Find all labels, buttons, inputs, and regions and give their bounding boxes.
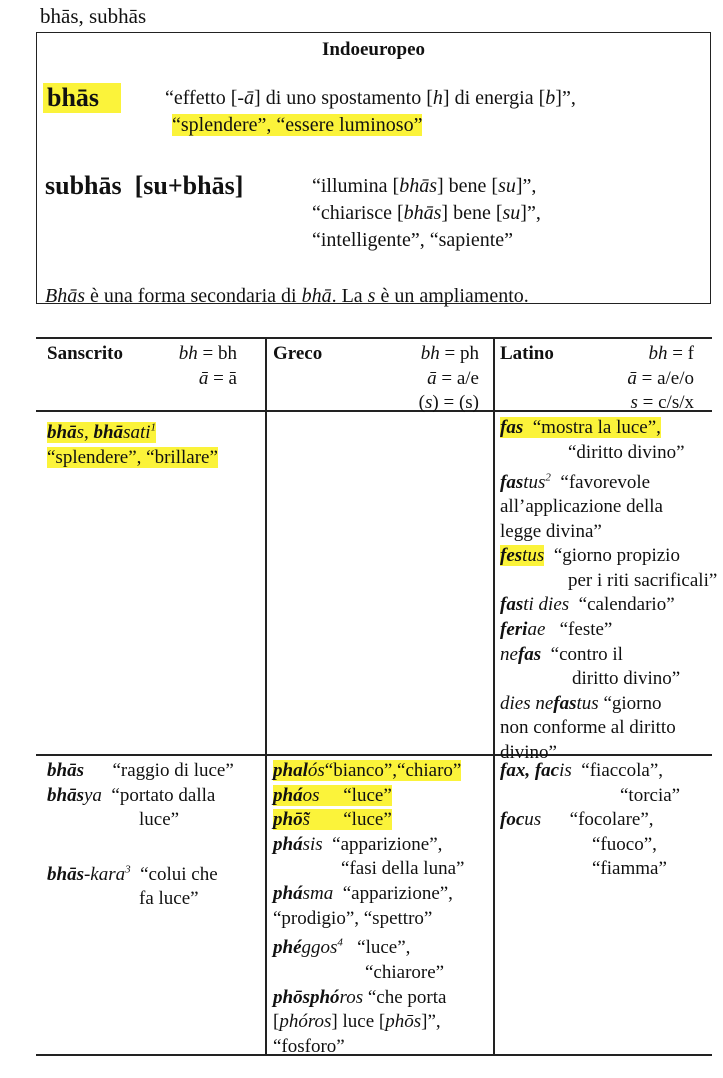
text-segment: “mostra la luce”, (523, 417, 661, 438)
text-segment: è una forma secondaria di (85, 285, 302, 307)
entry-line (273, 784, 485, 809)
text-segment: diritto divino” (572, 668, 681, 690)
entry-text (341, 858, 464, 879)
text-segment: bh (178, 343, 198, 364)
column-label: Latino (500, 343, 554, 364)
text-segment: ) = (s) (432, 392, 479, 414)
entry-line (273, 1035, 485, 1060)
text-segment: “che porta (363, 986, 447, 1008)
text-segment: ] bene [ (441, 202, 503, 224)
text-segment: “bianco”,“chiaro” (324, 760, 462, 781)
entry-line (500, 441, 706, 466)
text-segment: “favorevole (550, 471, 651, 493)
headword: bhā (93, 422, 124, 444)
headword: phé (273, 937, 302, 959)
text-segment: “feste” (545, 619, 613, 641)
column-label: Sanscrito (47, 343, 123, 364)
text-segment: “calendario” (569, 594, 675, 616)
text-segment: = c/s/x (637, 392, 694, 414)
entry-text (500, 644, 623, 665)
table-cell (47, 416, 257, 471)
text-segment: = a/e/o (636, 367, 694, 389)
entry-line (273, 857, 485, 882)
column-divider (265, 338, 267, 1055)
text-segment: tus (576, 692, 599, 714)
column-header-sanscrito (47, 342, 237, 408)
rule-line (627, 342, 694, 367)
entry-text (568, 442, 685, 463)
entry-term-subhas: subhās [su+bhās] (45, 171, 244, 200)
text-segment: ] luce [ (331, 1011, 386, 1033)
definition-line: “splendere”, “essere luminoso” (172, 114, 423, 136)
text-segment: ā (198, 367, 209, 389)
rule-line (419, 367, 479, 392)
text-segment: b (545, 87, 556, 109)
entry-line (273, 1010, 485, 1035)
entry-text (273, 1036, 345, 1057)
entry-text (273, 1011, 441, 1032)
entry-text (568, 570, 717, 591)
entry-text (500, 417, 661, 438)
text-segment: ]”, (421, 1011, 441, 1033)
entry-text (500, 594, 675, 615)
header-rule (36, 410, 712, 412)
column-divider (493, 338, 495, 1055)
entry-line (47, 808, 257, 833)
text-segment: s (302, 809, 310, 831)
headword: feri (500, 619, 528, 641)
text-segment: luce” (139, 809, 180, 831)
entry-text (273, 937, 410, 958)
text-segment: ggos (301, 937, 338, 959)
rule-line (179, 367, 237, 392)
text-segment: “giorno propizio (544, 545, 680, 567)
footnote-marker: 2 (545, 471, 551, 484)
entry-text (500, 809, 654, 830)
column-header-greco (273, 342, 479, 414)
text-segment: sma (302, 882, 334, 904)
entry-text (592, 834, 657, 855)
entry-line (273, 808, 485, 833)
text-segment: “apparizione”, (322, 833, 443, 855)
entry-line (500, 618, 706, 643)
text-segment: is (559, 760, 572, 781)
entry-term-bhas: bhās (43, 83, 121, 113)
text-segment: ( (418, 392, 425, 414)
text-segment: “fosforo” (273, 1035, 345, 1057)
page-heading: bhās, subhās (40, 4, 147, 28)
text-segment: “contro il (541, 643, 623, 665)
entry-text (500, 760, 663, 781)
entry-text (592, 858, 667, 879)
text-segment: “raggio di luce” (83, 760, 234, 781)
text-segment: sis (302, 833, 323, 855)
text-segment: = ph (439, 343, 479, 364)
text-segment: s (630, 392, 638, 414)
text-segment: è un ampliamento. (375, 285, 529, 307)
text-segment: all’applicazione della (500, 496, 663, 518)
text-segment: non conforme al diritto (500, 717, 676, 739)
entry-line (500, 569, 718, 594)
entry-line (273, 833, 485, 858)
headword: fax, fac (500, 760, 560, 781)
text-segment: “fiaccola”, (571, 760, 664, 781)
table-cell (500, 759, 706, 882)
text-segment: “torcia” (620, 784, 681, 806)
text-segment: bh (648, 343, 668, 364)
text-segment: “chiarore” (365, 962, 445, 984)
entry-text (500, 717, 676, 738)
text-segment: -kara (83, 863, 126, 885)
text-segment: “luce” (309, 809, 392, 831)
table-top-rule (36, 337, 712, 339)
text-segment: ne (500, 643, 518, 665)
text-segment: “fasi della luna” (341, 858, 465, 880)
box-note (45, 283, 529, 310)
entry-text (273, 908, 432, 929)
text-segment: “fuoco”, (592, 833, 657, 855)
entry-text (47, 760, 234, 781)
text-segment: “diritto divino” (568, 441, 685, 463)
entry-text (500, 496, 663, 517)
text-segment: “illumina [ (312, 175, 400, 197)
entry-bhas-definition (165, 85, 576, 139)
entry-subhas-definition (312, 173, 541, 254)
headword: fas (553, 692, 577, 714)
headword: fes (500, 545, 523, 567)
text-segment: ] di energia [ (442, 87, 546, 109)
text-segment: “intelligente”, “sapiente” (312, 229, 514, 251)
headword: bhā (47, 422, 77, 444)
table-cell (273, 759, 485, 1059)
headword: bhās (47, 760, 84, 781)
rule-line (419, 342, 479, 367)
text-segment: h (432, 87, 443, 109)
entry-line (273, 986, 485, 1011)
headword: phá (273, 784, 303, 806)
entry-text (47, 785, 215, 806)
entry-line (500, 857, 706, 882)
text-segment: tus (522, 545, 545, 567)
text-segment: bhās (403, 202, 442, 224)
text-segment: “colui che (130, 863, 218, 885)
headword: phá (273, 833, 303, 855)
text-segment: “luce”, (342, 937, 411, 959)
entry-line (500, 716, 706, 741)
text-segment: ā (427, 367, 437, 389)
text-segment: bhā (301, 285, 332, 307)
entry-line (47, 759, 257, 784)
entry-line (500, 692, 706, 717)
transliteration-rules (179, 342, 237, 391)
rule-line (179, 342, 237, 367)
entry-line (500, 784, 706, 809)
entry-line (500, 544, 706, 569)
entry-text (365, 962, 444, 983)
transliteration-rules (419, 342, 479, 416)
entry-line (47, 784, 257, 809)
text-segment: s (76, 422, 84, 444)
entry-line (500, 416, 706, 441)
text-segment: “prodigio”, “spettro” (273, 907, 433, 929)
entry-line (500, 808, 706, 833)
entry-text (500, 619, 612, 640)
entry-text (273, 987, 446, 1008)
entry-line (500, 465, 706, 495)
text-segment: = ā (208, 367, 237, 389)
text-segment: s (425, 392, 433, 414)
text-segment: dies ne (500, 692, 554, 714)
footnote-marker: 4 (337, 937, 343, 950)
column-label: Greco (273, 343, 323, 364)
text-segment: s (367, 285, 376, 307)
text-segment: “effetto [- (165, 87, 245, 109)
entry-line (500, 833, 706, 858)
text-segment: = a/e (436, 367, 479, 389)
entry-line (500, 593, 706, 618)
rule-line (627, 367, 694, 392)
headword: fas (517, 643, 542, 665)
text-segment: “apparizione”, (333, 882, 453, 904)
entry-line (273, 882, 485, 907)
text-segment: os (302, 784, 320, 806)
text-segment: us (524, 809, 542, 831)
headword: fas (500, 417, 524, 438)
entry-line (500, 495, 706, 520)
rule-line (627, 391, 694, 416)
entry-line (500, 667, 706, 692)
entry-line (47, 887, 257, 912)
definition-line (312, 227, 541, 254)
headword: fas (500, 471, 524, 493)
entry-text (139, 888, 199, 909)
text-segment: legge divina” (500, 520, 602, 542)
text-segment: ros (339, 986, 364, 1008)
text-segment: su (502, 202, 521, 224)
text-segment: per i riti sacrificali” (568, 569, 718, 591)
entry-text (620, 785, 680, 806)
transliteration-rules (627, 342, 694, 416)
entry-text (500, 521, 602, 542)
text-segment: ] di uno spostamento [ (254, 87, 433, 109)
footnote-marker: 3 (125, 863, 131, 876)
footnote-marker: 1 (150, 422, 157, 434)
text-segment: ós (307, 760, 325, 781)
text-segment: . La (331, 285, 368, 307)
text-segment: divino” (500, 742, 557, 764)
text-segment: tus (523, 471, 546, 493)
text-segment: ]”, (555, 87, 576, 109)
text-segment: Bhās (45, 285, 85, 307)
text-segment: sati (123, 422, 151, 444)
text-segment: bhās (399, 175, 437, 197)
definition-line (312, 200, 541, 227)
headword: phōsphó (273, 986, 340, 1008)
entry-line (273, 759, 485, 784)
definition-line (165, 85, 576, 112)
box-title: Indoeuropeo (321, 39, 426, 60)
entry-text (273, 785, 392, 806)
entry-text (47, 864, 218, 885)
text-segment: ae (527, 619, 546, 641)
entry-line (500, 759, 706, 784)
text-segment: [ (273, 1011, 280, 1033)
text-segment: ya (83, 784, 102, 806)
table-cell (47, 759, 257, 912)
entry-text (500, 545, 680, 566)
text-segment: = f (667, 343, 694, 364)
text-segment: ]”, (515, 175, 537, 197)
entry-text (500, 693, 662, 714)
definition-line (312, 173, 541, 200)
entry-text (273, 760, 461, 781)
headword: phal (273, 760, 308, 781)
text-segment: “luce” (319, 784, 392, 806)
text-segment: ā (627, 367, 637, 389)
text-segment: = bh (197, 343, 237, 364)
entry-line (47, 857, 257, 887)
headword: phō̃ (273, 809, 303, 831)
text-segment: fa luce” (139, 888, 199, 910)
entry-text (139, 809, 179, 830)
entry-line (273, 907, 485, 932)
entry-line (500, 520, 706, 545)
text-segment: ti dies (523, 594, 570, 616)
column-header-latino (500, 342, 694, 414)
entry-line (500, 643, 706, 668)
entry-text (273, 809, 392, 830)
text-segment: ā (244, 87, 255, 109)
entry-text (500, 472, 650, 493)
headword: bhās (47, 784, 84, 806)
text-segment: ] bene [ (437, 175, 499, 197)
entry-line (273, 931, 485, 961)
entry-text (47, 447, 218, 468)
headword: foc (500, 809, 525, 831)
text-segment: phóros (279, 1011, 332, 1033)
entry-line (47, 833, 257, 858)
entry-line (47, 446, 257, 471)
text-segment: “giorno (598, 692, 662, 714)
text-segment: ]”, (520, 202, 541, 224)
rule-line (419, 391, 479, 416)
indoeuropeo-box (36, 32, 711, 307)
entry-line (47, 416, 257, 446)
headword: phá (273, 882, 303, 904)
text-segment: , (83, 422, 94, 444)
text-segment: “splendere”, “brillare” (47, 446, 218, 468)
text-segment: bh (420, 343, 440, 364)
headword: fas (500, 594, 524, 616)
text-segment: “chiarisce [ (312, 202, 404, 224)
entry-line (273, 961, 485, 986)
entry-text (572, 668, 680, 689)
entry-text (273, 883, 453, 904)
text-segment: “portato dalla (101, 784, 216, 806)
text-segment: su (498, 175, 516, 197)
note-text (45, 283, 529, 310)
headword: bhās (47, 863, 84, 885)
entry-text (47, 422, 156, 443)
text-segment: “focolare”, (541, 809, 654, 831)
text-segment: “fiamma” (592, 858, 667, 880)
text-segment: phōs (385, 1011, 422, 1033)
table-cell (500, 416, 718, 766)
entry-text (273, 834, 442, 855)
